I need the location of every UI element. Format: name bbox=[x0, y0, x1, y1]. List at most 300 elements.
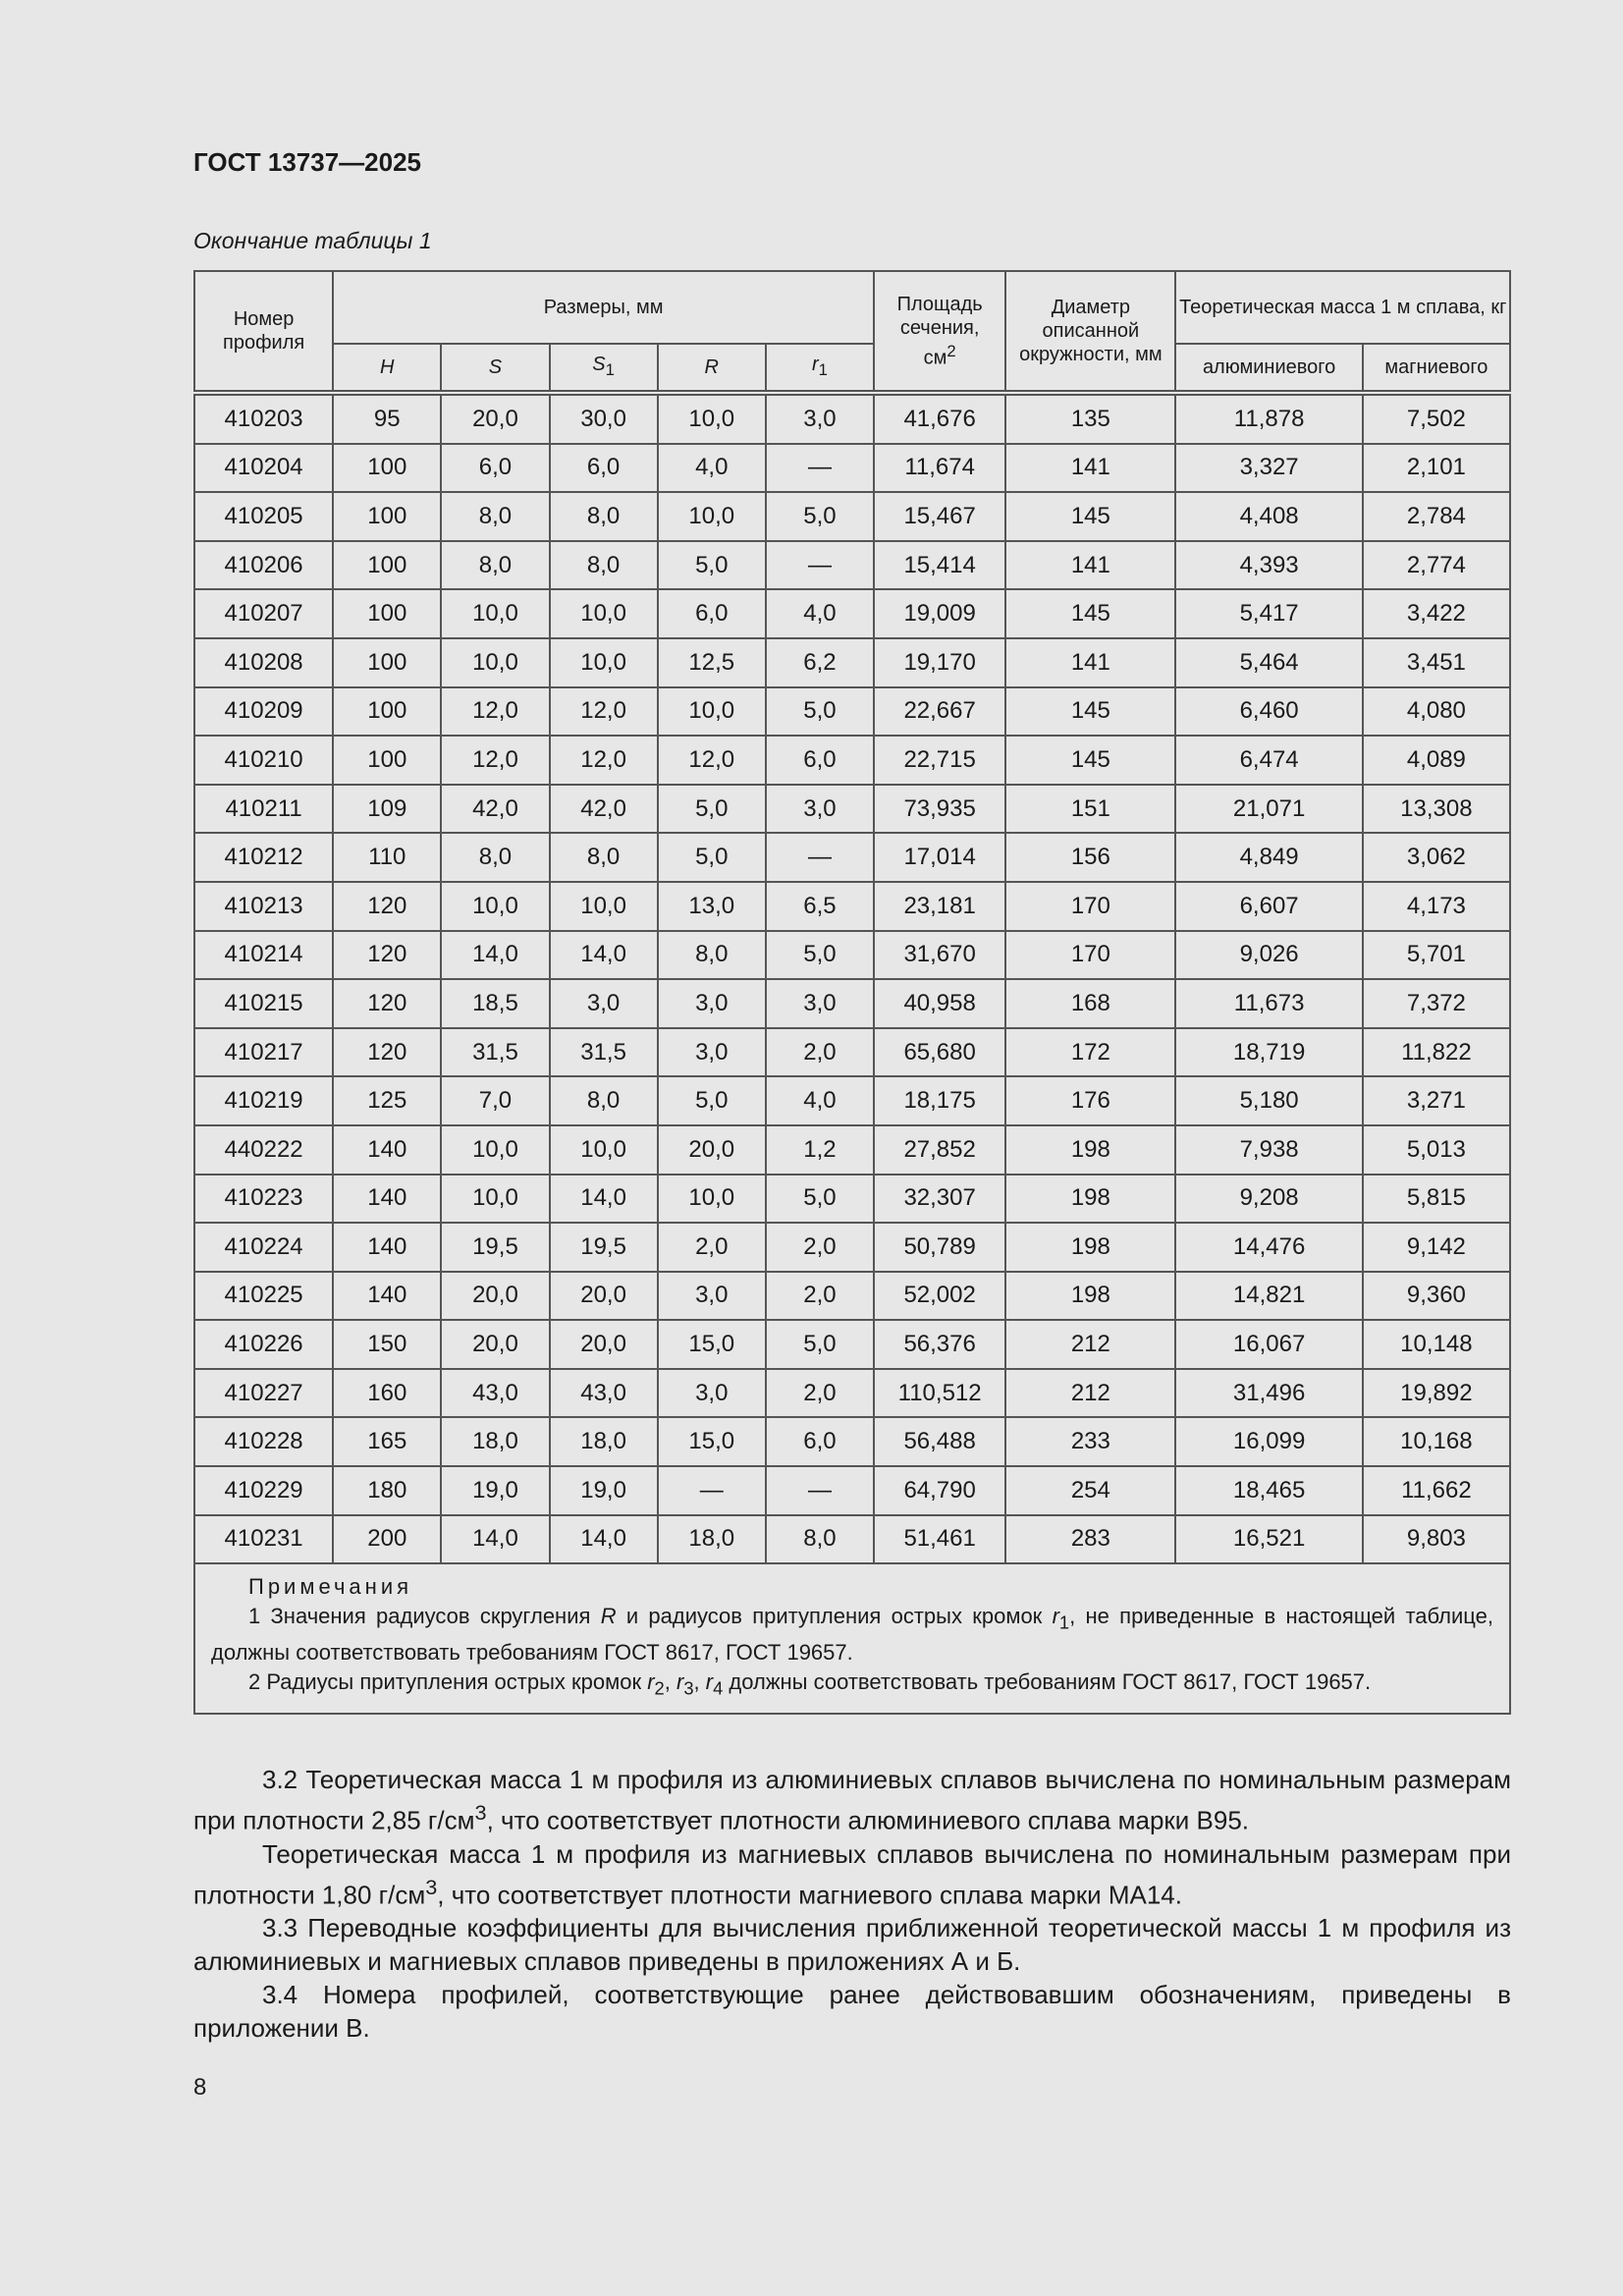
cell-mass-mg: 5,815 bbox=[1363, 1175, 1510, 1224]
cell-diameter: 172 bbox=[1005, 1028, 1175, 1077]
cell-area: 17,014 bbox=[874, 833, 1005, 882]
cell-r1: — bbox=[766, 541, 874, 590]
cell-area: 51,461 bbox=[874, 1515, 1005, 1564]
cell-mass-mg: 10,168 bbox=[1363, 1417, 1510, 1466]
cell-s: 18,0 bbox=[441, 1417, 549, 1466]
cell-r: 10,0 bbox=[658, 1175, 766, 1224]
header-r1 bbox=[766, 344, 874, 393]
cell-diameter: 170 bbox=[1005, 931, 1175, 980]
cell-mass-mg: 3,062 bbox=[1363, 833, 1510, 882]
cell-s: 6,0 bbox=[441, 444, 549, 493]
header-area-sup: 2 bbox=[947, 341, 956, 360]
cell-mass-al: 18,719 bbox=[1175, 1028, 1362, 1077]
header-profile-no: Номер профиля bbox=[194, 271, 333, 393]
cell-r: 3,0 bbox=[658, 1369, 766, 1418]
p1-b: , что соответствует плотности алюминиевого сплава марки В95. bbox=[486, 1805, 1250, 1835]
cell-h: 120 bbox=[333, 882, 441, 931]
cell-s1: 14,0 bbox=[550, 1175, 658, 1224]
cell-s1: 6,0 bbox=[550, 444, 658, 493]
cell-diameter: 198 bbox=[1005, 1125, 1175, 1175]
cell-area: 23,181 bbox=[874, 882, 1005, 931]
page-number: 8 bbox=[193, 2074, 207, 2101]
cell-s1: 19,5 bbox=[550, 1223, 658, 1272]
cell-r1: 2,0 bbox=[766, 1272, 874, 1321]
cell-s1: 18,0 bbox=[550, 1417, 658, 1466]
cell-s1: 14,0 bbox=[550, 1515, 658, 1564]
cell-area: 41,676 bbox=[874, 393, 1005, 444]
cell-profile-no: 410208 bbox=[194, 638, 333, 687]
cell-r1: 4,0 bbox=[766, 589, 874, 638]
note-1 bbox=[211, 1602, 1493, 1667]
cell-diameter: 151 bbox=[1005, 785, 1175, 834]
cell-diameter: 141 bbox=[1005, 444, 1175, 493]
paragraph-3-3: 3.3 Переводные коэффициенты для вычисления приближенной теоретической массы 1 м профиля из алюминиевых и магниевых сплавов приведены в приложениях А и Б. bbox=[193, 1913, 1511, 1977]
note-1-r: r bbox=[1052, 1604, 1059, 1629]
cell-mass-mg: 5,013 bbox=[1363, 1125, 1510, 1175]
cell-mass-al: 6,607 bbox=[1175, 882, 1362, 931]
cell-diameter: 145 bbox=[1005, 736, 1175, 785]
cell-mass-al: 4,393 bbox=[1175, 541, 1362, 590]
cell-mass-al: 3,327 bbox=[1175, 444, 1362, 493]
cell-mass-mg: 9,803 bbox=[1363, 1515, 1510, 1564]
cell-r1: 8,0 bbox=[766, 1515, 874, 1564]
cell-mass-al: 5,180 bbox=[1175, 1076, 1362, 1125]
cell-mass-al: 14,476 bbox=[1175, 1223, 1362, 1272]
cell-h: 180 bbox=[333, 1466, 441, 1515]
note-1-a: 1 Значения радиусов скругления bbox=[248, 1604, 601, 1629]
cell-mass-al: 14,821 bbox=[1175, 1272, 1362, 1321]
cell-h: 120 bbox=[333, 979, 441, 1028]
cell-profile-no: 410215 bbox=[194, 979, 333, 1028]
note-2-sep1: , bbox=[664, 1668, 676, 1694]
cell-area: 27,852 bbox=[874, 1125, 1005, 1175]
cell-mass-al: 6,474 bbox=[1175, 736, 1362, 785]
cell-r1: 5,0 bbox=[766, 492, 874, 541]
cell-r: 18,0 bbox=[658, 1515, 766, 1564]
cell-s1: 10,0 bbox=[550, 638, 658, 687]
cell-area: 52,002 bbox=[874, 1272, 1005, 1321]
cell-s: 19,0 bbox=[441, 1466, 549, 1515]
cell-h: 100 bbox=[333, 736, 441, 785]
cell-diameter: 198 bbox=[1005, 1272, 1175, 1321]
cell-profile-no: 410214 bbox=[194, 931, 333, 980]
cell-profile-no: 410225 bbox=[194, 1272, 333, 1321]
cell-mass-mg: 19,892 bbox=[1363, 1369, 1510, 1418]
cell-r: 15,0 bbox=[658, 1417, 766, 1466]
cell-h: 100 bbox=[333, 638, 441, 687]
table-row bbox=[194, 393, 1510, 444]
cell-s: 20,0 bbox=[441, 1320, 549, 1369]
cell-diameter: 212 bbox=[1005, 1369, 1175, 1418]
header-s1 bbox=[550, 344, 658, 393]
paragraph-3-4: 3.4 Номера профилей, соответствующие ранее действовавшим обозначениям, приведены в приложении В. bbox=[193, 1980, 1511, 2044]
cell-mass-mg: 3,422 bbox=[1363, 589, 1510, 638]
cell-h: 140 bbox=[333, 1175, 441, 1224]
cell-s1: 43,0 bbox=[550, 1369, 658, 1418]
table-row bbox=[194, 1125, 1510, 1175]
cell-profile-no: 410213 bbox=[194, 882, 333, 931]
cell-s1: 10,0 bbox=[550, 589, 658, 638]
cell-profile-no: 410229 bbox=[194, 1466, 333, 1515]
cell-area: 73,935 bbox=[874, 785, 1005, 834]
note-2 bbox=[211, 1667, 1493, 1703]
cell-s: 14,0 bbox=[441, 931, 549, 980]
cell-profile-no: 410228 bbox=[194, 1417, 333, 1466]
table-row bbox=[194, 1272, 1510, 1321]
cell-mass-mg: 13,308 bbox=[1363, 785, 1510, 834]
cell-s: 8,0 bbox=[441, 833, 549, 882]
cell-mass-al: 4,408 bbox=[1175, 492, 1362, 541]
cell-area: 110,512 bbox=[874, 1369, 1005, 1418]
cell-r1: 3,0 bbox=[766, 979, 874, 1028]
cell-mass-mg: 4,089 bbox=[1363, 736, 1510, 785]
cell-r1: 6,0 bbox=[766, 736, 874, 785]
cell-h: 110 bbox=[333, 833, 441, 882]
cell-r: 2,0 bbox=[658, 1223, 766, 1272]
cell-area: 11,674 bbox=[874, 444, 1005, 493]
cell-s1: 10,0 bbox=[550, 1125, 658, 1175]
cell-area: 50,789 bbox=[874, 1223, 1005, 1272]
cell-diameter: 170 bbox=[1005, 882, 1175, 931]
cell-diameter: 145 bbox=[1005, 492, 1175, 541]
paragraph-3-2-mg bbox=[193, 1837, 1511, 1912]
cell-diameter: 156 bbox=[1005, 833, 1175, 882]
cell-mass-mg: 7,372 bbox=[1363, 979, 1510, 1028]
table-row bbox=[194, 785, 1510, 834]
table-row bbox=[194, 541, 1510, 590]
cell-area: 31,670 bbox=[874, 931, 1005, 980]
cell-mass-mg: 5,701 bbox=[1363, 931, 1510, 980]
header-mass-mg: магниевого bbox=[1363, 344, 1510, 393]
header-s1-base: S bbox=[592, 354, 606, 375]
cell-area: 15,467 bbox=[874, 492, 1005, 541]
cell-r1: 4,0 bbox=[766, 1076, 874, 1125]
document-code: ГОСТ 13737—2025 bbox=[193, 147, 421, 177]
cell-mass-al: 16,521 bbox=[1175, 1515, 1362, 1564]
p1-a: 3.2 Теоретическая масса 1 м профиля из алюминиевых сплавов вычислена по номинальным размерам при плотности 2,85 г/см bbox=[193, 1765, 1511, 1835]
cell-profile-no: 410217 bbox=[194, 1028, 333, 1077]
note-2-s2: 2 bbox=[654, 1677, 665, 1699]
table-row bbox=[194, 1028, 1510, 1077]
cell-r: 3,0 bbox=[658, 1272, 766, 1321]
cell-s: 7,0 bbox=[441, 1076, 549, 1125]
cell-s1: 12,0 bbox=[550, 736, 658, 785]
cell-r: — bbox=[658, 1466, 766, 1515]
table-row bbox=[194, 882, 1510, 931]
table-row bbox=[194, 1369, 1510, 1418]
cell-profile-no: 410203 bbox=[194, 393, 333, 444]
cell-profile-no: 410204 bbox=[194, 444, 333, 493]
cell-r1: 6,0 bbox=[766, 1417, 874, 1466]
cell-s: 10,0 bbox=[441, 1125, 549, 1175]
cell-h: 100 bbox=[333, 444, 441, 493]
cell-r: 10,0 bbox=[658, 393, 766, 444]
header-s1-sub: 1 bbox=[605, 360, 615, 379]
cell-h: 140 bbox=[333, 1125, 441, 1175]
cell-profile-no: 410209 bbox=[194, 687, 333, 737]
cell-profile-no: 410219 bbox=[194, 1076, 333, 1125]
cell-s: 10,0 bbox=[441, 638, 549, 687]
note-1-R: R bbox=[600, 1604, 617, 1629]
cell-s1: 30,0 bbox=[550, 393, 658, 444]
note-1-b: и радиусов притупления острых кромок bbox=[616, 1604, 1053, 1629]
cell-h: 125 bbox=[333, 1076, 441, 1125]
cell-s: 19,5 bbox=[441, 1223, 549, 1272]
cell-diameter: 198 bbox=[1005, 1223, 1175, 1272]
table-row bbox=[194, 1223, 1510, 1272]
cell-r: 6,0 bbox=[658, 589, 766, 638]
cell-r: 3,0 bbox=[658, 1028, 766, 1077]
cell-mass-mg: 11,662 bbox=[1363, 1466, 1510, 1515]
cell-area: 22,667 bbox=[874, 687, 1005, 737]
cell-area: 56,488 bbox=[874, 1417, 1005, 1466]
cell-s: 31,5 bbox=[441, 1028, 549, 1077]
cell-diameter: 198 bbox=[1005, 1175, 1175, 1224]
cell-mass-al: 9,208 bbox=[1175, 1175, 1362, 1224]
cell-diameter: 141 bbox=[1005, 541, 1175, 590]
header-r: R bbox=[658, 344, 766, 393]
cell-s1: 8,0 bbox=[550, 1076, 658, 1125]
note-2-r2: r bbox=[647, 1668, 655, 1694]
cell-area: 15,414 bbox=[874, 541, 1005, 590]
cell-area: 19,009 bbox=[874, 589, 1005, 638]
cell-r1: — bbox=[766, 1466, 874, 1515]
cell-r: 5,0 bbox=[658, 541, 766, 590]
cell-h: 109 bbox=[333, 785, 441, 834]
table-row bbox=[194, 1466, 1510, 1515]
table-row bbox=[194, 444, 1510, 493]
note-1-c: , не приведенные в настоящей таблице, должны соответствовать требованиям ГОСТ 8617, ГОСТ 19657. bbox=[211, 1604, 1493, 1665]
cell-r1: 5,0 bbox=[766, 931, 874, 980]
table-row bbox=[194, 736, 1510, 785]
cell-r1: 5,0 bbox=[766, 1320, 874, 1369]
notes-title: Примечания bbox=[248, 1574, 413, 1600]
cell-profile-no: 410206 bbox=[194, 541, 333, 590]
cell-s1: 42,0 bbox=[550, 785, 658, 834]
cell-mass-mg: 10,148 bbox=[1363, 1320, 1510, 1369]
cell-s1: 20,0 bbox=[550, 1320, 658, 1369]
cell-s1: 3,0 bbox=[550, 979, 658, 1028]
cell-h: 120 bbox=[333, 1028, 441, 1077]
table-row bbox=[194, 833, 1510, 882]
cell-s1: 19,0 bbox=[550, 1466, 658, 1515]
cell-s: 14,0 bbox=[441, 1515, 549, 1564]
cell-mass-mg: 4,080 bbox=[1363, 687, 1510, 737]
cell-area: 40,958 bbox=[874, 979, 1005, 1028]
body-text bbox=[193, 1763, 1511, 2045]
cell-mass-al: 5,417 bbox=[1175, 589, 1362, 638]
cell-r: 5,0 bbox=[658, 785, 766, 834]
cell-s1: 8,0 bbox=[550, 833, 658, 882]
cell-s: 20,0 bbox=[441, 1272, 549, 1321]
cell-s1: 12,0 bbox=[550, 687, 658, 737]
cell-mass-al: 5,464 bbox=[1175, 638, 1362, 687]
cell-diameter: 168 bbox=[1005, 979, 1175, 1028]
cell-area: 22,715 bbox=[874, 736, 1005, 785]
cell-profile-no: 410212 bbox=[194, 833, 333, 882]
cell-mass-mg: 9,360 bbox=[1363, 1272, 1510, 1321]
cell-r: 15,0 bbox=[658, 1320, 766, 1369]
cell-s: 8,0 bbox=[441, 492, 549, 541]
header-r1-sub: 1 bbox=[818, 360, 828, 379]
cell-s1: 20,0 bbox=[550, 1272, 658, 1321]
cell-diameter: 145 bbox=[1005, 589, 1175, 638]
cell-r1: 6,2 bbox=[766, 638, 874, 687]
header-r1-base: r bbox=[811, 354, 819, 375]
cell-mass-al: 21,071 bbox=[1175, 785, 1362, 834]
cell-r: 12,5 bbox=[658, 638, 766, 687]
cell-area: 56,376 bbox=[874, 1320, 1005, 1369]
table-row bbox=[194, 687, 1510, 737]
cell-mass-mg: 3,451 bbox=[1363, 638, 1510, 687]
cell-profile-no: 410210 bbox=[194, 736, 333, 785]
cell-profile-no: 410227 bbox=[194, 1369, 333, 1418]
cell-h: 140 bbox=[333, 1272, 441, 1321]
cell-h: 140 bbox=[333, 1223, 441, 1272]
table-row bbox=[194, 931, 1510, 980]
header-diameter: Диаметр описанной окружности, мм bbox=[1005, 271, 1175, 393]
cell-r: 20,0 bbox=[658, 1125, 766, 1175]
cell-diameter: 135 bbox=[1005, 393, 1175, 444]
p2-a: Теоретическая масса 1 м профиля из магниевых сплавов вычислена по номинальным размерам при плотности 1,80 г/см bbox=[193, 1838, 1511, 1910]
cell-s1: 31,5 bbox=[550, 1028, 658, 1077]
note-1-sub: 1 bbox=[1058, 1612, 1070, 1633]
cell-diameter: 176 bbox=[1005, 1076, 1175, 1125]
paragraph-3-2 bbox=[193, 1763, 1511, 1837]
p1-sup: 3 bbox=[474, 1800, 487, 1825]
cell-s1: 8,0 bbox=[550, 492, 658, 541]
cell-mass-mg: 7,502 bbox=[1363, 393, 1510, 444]
cell-r: 13,0 bbox=[658, 882, 766, 931]
cell-mass-al: 4,849 bbox=[1175, 833, 1362, 882]
cell-r1: 1,2 bbox=[766, 1125, 874, 1175]
cell-mass-al: 31,496 bbox=[1175, 1369, 1362, 1418]
cell-s: 10,0 bbox=[441, 589, 549, 638]
table-row bbox=[194, 1175, 1510, 1224]
note-2-s4: 4 bbox=[713, 1677, 724, 1699]
header-s: S bbox=[441, 344, 549, 393]
cell-diameter: 141 bbox=[1005, 638, 1175, 687]
cell-r1: — bbox=[766, 444, 874, 493]
cell-diameter: 283 bbox=[1005, 1515, 1175, 1564]
table-row bbox=[194, 638, 1510, 687]
cell-r1: 5,0 bbox=[766, 1175, 874, 1224]
cell-s: 10,0 bbox=[441, 1175, 549, 1224]
cell-diameter: 233 bbox=[1005, 1417, 1175, 1466]
note-2-r3: r bbox=[676, 1668, 684, 1694]
cell-diameter: 254 bbox=[1005, 1466, 1175, 1515]
cell-diameter: 212 bbox=[1005, 1320, 1175, 1369]
cell-profile-no: 410223 bbox=[194, 1175, 333, 1224]
cell-r: 5,0 bbox=[658, 833, 766, 882]
cell-h: 100 bbox=[333, 687, 441, 737]
header-h: H bbox=[333, 344, 441, 393]
cell-mass-al: 16,099 bbox=[1175, 1417, 1362, 1466]
cell-h: 100 bbox=[333, 541, 441, 590]
note-2-s3: 3 bbox=[683, 1677, 694, 1699]
cell-h: 150 bbox=[333, 1320, 441, 1369]
cell-s: 18,5 bbox=[441, 979, 549, 1028]
cell-r1: 3,0 bbox=[766, 393, 874, 444]
p2-sup: 3 bbox=[425, 1874, 438, 1899]
note-2-r4: r bbox=[705, 1668, 714, 1694]
cell-s: 8,0 bbox=[441, 541, 549, 590]
cell-mass-al: 16,067 bbox=[1175, 1320, 1362, 1369]
cell-mass-al: 7,938 bbox=[1175, 1125, 1362, 1175]
cell-area: 32,307 bbox=[874, 1175, 1005, 1224]
cell-s1: 14,0 bbox=[550, 931, 658, 980]
table-row bbox=[194, 1515, 1510, 1564]
cell-s: 12,0 bbox=[441, 736, 549, 785]
cell-s: 20,0 bbox=[441, 393, 549, 444]
cell-mass-mg: 2,784 bbox=[1363, 492, 1510, 541]
table-caption: Окончание таблицы 1 bbox=[193, 228, 432, 253]
cell-profile-no: 410211 bbox=[194, 785, 333, 834]
cell-r: 5,0 bbox=[658, 1076, 766, 1125]
cell-profile-no: 410207 bbox=[194, 589, 333, 638]
cell-r: 12,0 bbox=[658, 736, 766, 785]
cell-diameter: 145 bbox=[1005, 687, 1175, 737]
note-2-b: должны соответствовать требованиям ГОСТ 8617, ГОСТ 19657. bbox=[723, 1668, 1372, 1694]
cell-mass-mg: 9,142 bbox=[1363, 1223, 1510, 1272]
cell-mass-al: 9,026 bbox=[1175, 931, 1362, 980]
cell-area: 65,680 bbox=[874, 1028, 1005, 1077]
header-area-unit: см bbox=[923, 347, 947, 369]
cell-h: 200 bbox=[333, 1515, 441, 1564]
profiles-table bbox=[193, 270, 1511, 1715]
cell-s: 42,0 bbox=[441, 785, 549, 834]
cell-r: 10,0 bbox=[658, 687, 766, 737]
cell-profile-no: 410231 bbox=[194, 1515, 333, 1564]
cell-h: 120 bbox=[333, 931, 441, 980]
header-area-label: Площадь сечения, bbox=[896, 293, 983, 339]
cell-h: 160 bbox=[333, 1369, 441, 1418]
cell-r1: 5,0 bbox=[766, 687, 874, 737]
cell-r: 3,0 bbox=[658, 979, 766, 1028]
cell-r: 8,0 bbox=[658, 931, 766, 980]
cell-mass-al: 18,465 bbox=[1175, 1466, 1362, 1515]
cell-mass-mg: 4,173 bbox=[1363, 882, 1510, 931]
cell-mass-al: 6,460 bbox=[1175, 687, 1362, 737]
cell-area: 19,170 bbox=[874, 638, 1005, 687]
cell-r1: 3,0 bbox=[766, 785, 874, 834]
cell-r1: — bbox=[766, 833, 874, 882]
cell-h: 95 bbox=[333, 393, 441, 444]
note-2-a: 2 Радиусы притупления острых кромок bbox=[248, 1668, 648, 1694]
cell-mass-mg: 2,774 bbox=[1363, 541, 1510, 590]
cell-area: 18,175 bbox=[874, 1076, 1005, 1125]
cell-s: 12,0 bbox=[441, 687, 549, 737]
cell-r1: 2,0 bbox=[766, 1028, 874, 1077]
header-dimensions: Размеры, мм bbox=[333, 271, 874, 344]
cell-s: 10,0 bbox=[441, 882, 549, 931]
cell-mass-mg: 3,271 bbox=[1363, 1076, 1510, 1125]
cell-r: 4,0 bbox=[658, 444, 766, 493]
header-mass-al: алюминиевого bbox=[1175, 344, 1362, 393]
header-mass: Теоретическая масса 1 м сплава, кг bbox=[1175, 271, 1510, 344]
cell-mass-mg: 11,822 bbox=[1363, 1028, 1510, 1077]
cell-mass-al: 11,878 bbox=[1175, 393, 1362, 444]
table-notes bbox=[194, 1563, 1510, 1714]
cell-r1: 2,0 bbox=[766, 1223, 874, 1272]
table-row bbox=[194, 979, 1510, 1028]
table-row bbox=[194, 1417, 1510, 1466]
table-row bbox=[194, 1320, 1510, 1369]
cell-r1: 6,5 bbox=[766, 882, 874, 931]
p2-b: , что соответствует плотности магниевого сплава марки МА14. bbox=[437, 1880, 1182, 1910]
cell-r1: 2,0 bbox=[766, 1369, 874, 1418]
cell-profile-no: 410226 bbox=[194, 1320, 333, 1369]
